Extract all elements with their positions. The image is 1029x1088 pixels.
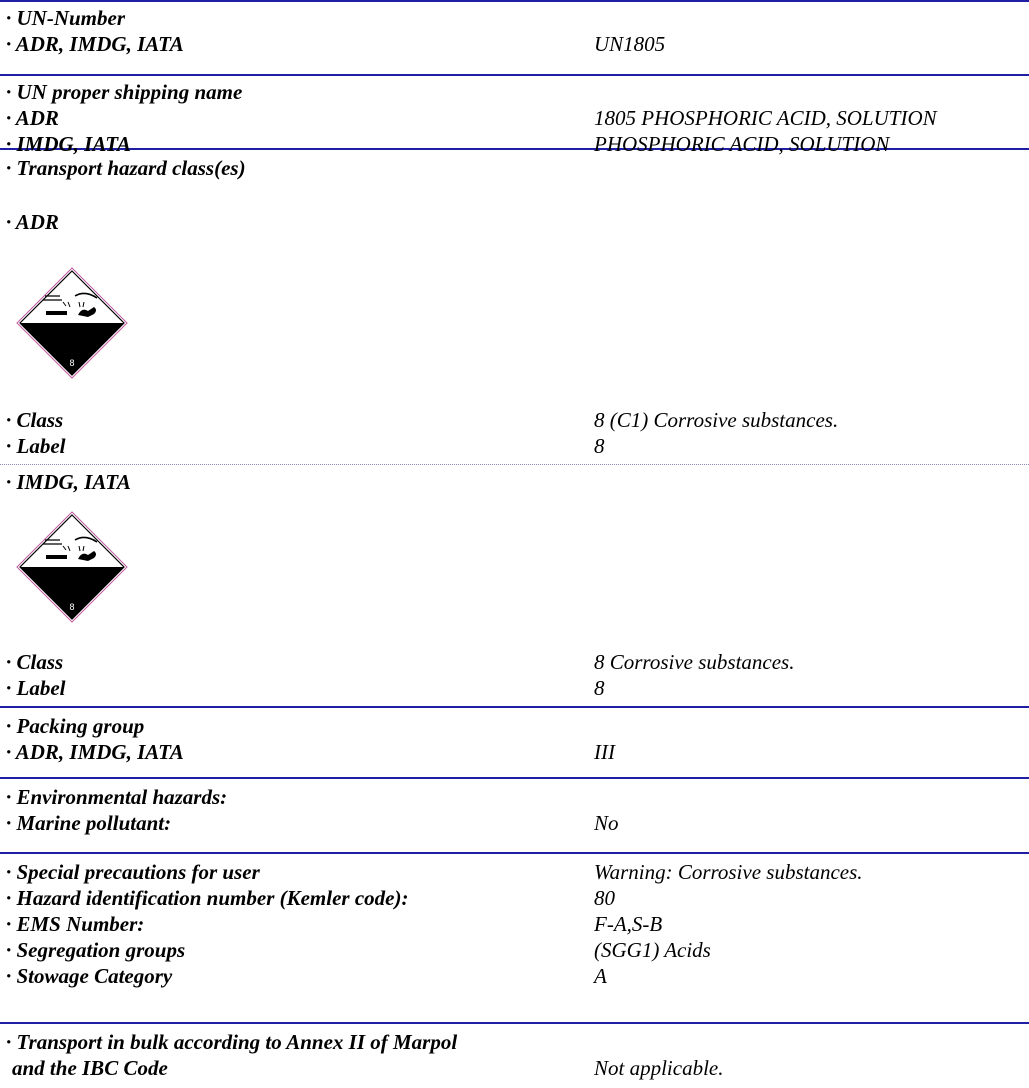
special-row xyxy=(6,912,1029,936)
special-value: (SGG1) Acids xyxy=(594,938,711,962)
adr-label-label: · Label xyxy=(6,434,66,458)
corrosive-diamond-icon xyxy=(15,266,129,380)
imdg-class-label: · Class xyxy=(6,650,64,674)
bulk-row xyxy=(6,1030,1029,1054)
adr-class-value: 8 (C1) Corrosive substances. xyxy=(594,408,839,432)
shipping-name-row xyxy=(6,132,1029,156)
hazard-class-heading: · Transport hazard class(es) xyxy=(6,156,246,180)
special-label: · Hazard identification number (Kemler code): xyxy=(6,886,409,910)
environmental-row xyxy=(6,811,1029,835)
bulk-label-line1: · Transport in bulk according to Annex II of Marpol xyxy=(6,1030,458,1054)
hazard-class-row xyxy=(6,210,1029,234)
shipping-name-imdg-value: PHOSPHORIC ACID, SOLUTION xyxy=(594,132,890,156)
imdg-label-value: 8 xyxy=(594,676,605,700)
hazard-class-row xyxy=(6,470,1029,494)
divider xyxy=(0,777,1029,779)
un-number-value: UN1805 xyxy=(594,32,666,56)
hazard-class-row xyxy=(6,408,1029,432)
adr-sign-number: 8 xyxy=(69,358,75,368)
shipping-name-row xyxy=(6,106,1029,130)
hazard-class-row xyxy=(6,676,1029,700)
adr-label-value: 8 xyxy=(594,434,605,458)
shipping-name-imdg-label: · IMDG, IATA xyxy=(6,132,131,156)
packing-group-row xyxy=(6,714,1029,738)
adr-class-label: · Class xyxy=(6,408,64,432)
adr-subheading: · ADR xyxy=(6,210,59,234)
un-number-row xyxy=(6,6,1029,30)
special-label: · Segregation groups xyxy=(6,938,186,962)
imdg-subheading: · IMDG, IATA xyxy=(6,470,131,494)
special-label: · Stowage Category xyxy=(6,964,173,988)
un-number-label: · ADR, IMDG, IATA xyxy=(6,32,184,56)
bulk-label-line2: and the IBC Code xyxy=(12,1056,168,1080)
packing-group-label: · ADR, IMDG, IATA xyxy=(6,740,184,764)
special-label: · Special precautions for user xyxy=(6,860,260,884)
bulk-row xyxy=(6,1056,1029,1080)
special-value: F-A,S-B xyxy=(594,912,663,936)
special-row xyxy=(6,886,1029,910)
bulk-value: Not applicable. xyxy=(594,1056,724,1080)
imdg-sign-number: 8 xyxy=(69,602,75,612)
imdg-label-label: · Label xyxy=(6,676,66,700)
shipping-name-row xyxy=(6,80,1029,104)
divider xyxy=(0,74,1029,76)
special-row xyxy=(6,964,1029,988)
special-row xyxy=(6,860,1029,884)
environmental-heading: · Environmental hazards: xyxy=(6,785,228,809)
marine-pollutant-label: · Marine pollutant: xyxy=(6,811,172,835)
corrosive-diamond-icon xyxy=(15,510,129,624)
special-row xyxy=(6,938,1029,962)
divider xyxy=(0,852,1029,854)
un-number-heading: · UN-Number xyxy=(6,6,125,30)
environmental-row xyxy=(6,785,1029,809)
packing-group-heading: · Packing group xyxy=(6,714,145,738)
packing-group-value: III xyxy=(594,740,615,764)
divider xyxy=(0,0,1029,2)
special-value: A xyxy=(594,964,607,988)
un-number-row xyxy=(6,32,1029,56)
imdg-class-value: 8 Corrosive substances. xyxy=(594,650,795,674)
special-value: 80 xyxy=(594,886,615,910)
packing-group-row xyxy=(6,740,1029,764)
shipping-name-adr-label: · ADR xyxy=(6,106,59,130)
marine-pollutant-value: No xyxy=(594,811,619,835)
special-value: Warning: Corrosive substances. xyxy=(594,860,863,884)
divider xyxy=(0,706,1029,708)
hazard-class-row xyxy=(6,434,1029,458)
divider xyxy=(0,1022,1029,1024)
divider xyxy=(0,464,1029,465)
shipping-name-heading: · UN proper shipping name xyxy=(6,80,243,104)
shipping-name-adr-value: 1805 PHOSPHORIC ACID, SOLUTION xyxy=(594,106,937,130)
hazard-class-row xyxy=(6,156,1029,180)
hazard-class-row xyxy=(6,650,1029,674)
special-label: · EMS Number: xyxy=(6,912,145,936)
